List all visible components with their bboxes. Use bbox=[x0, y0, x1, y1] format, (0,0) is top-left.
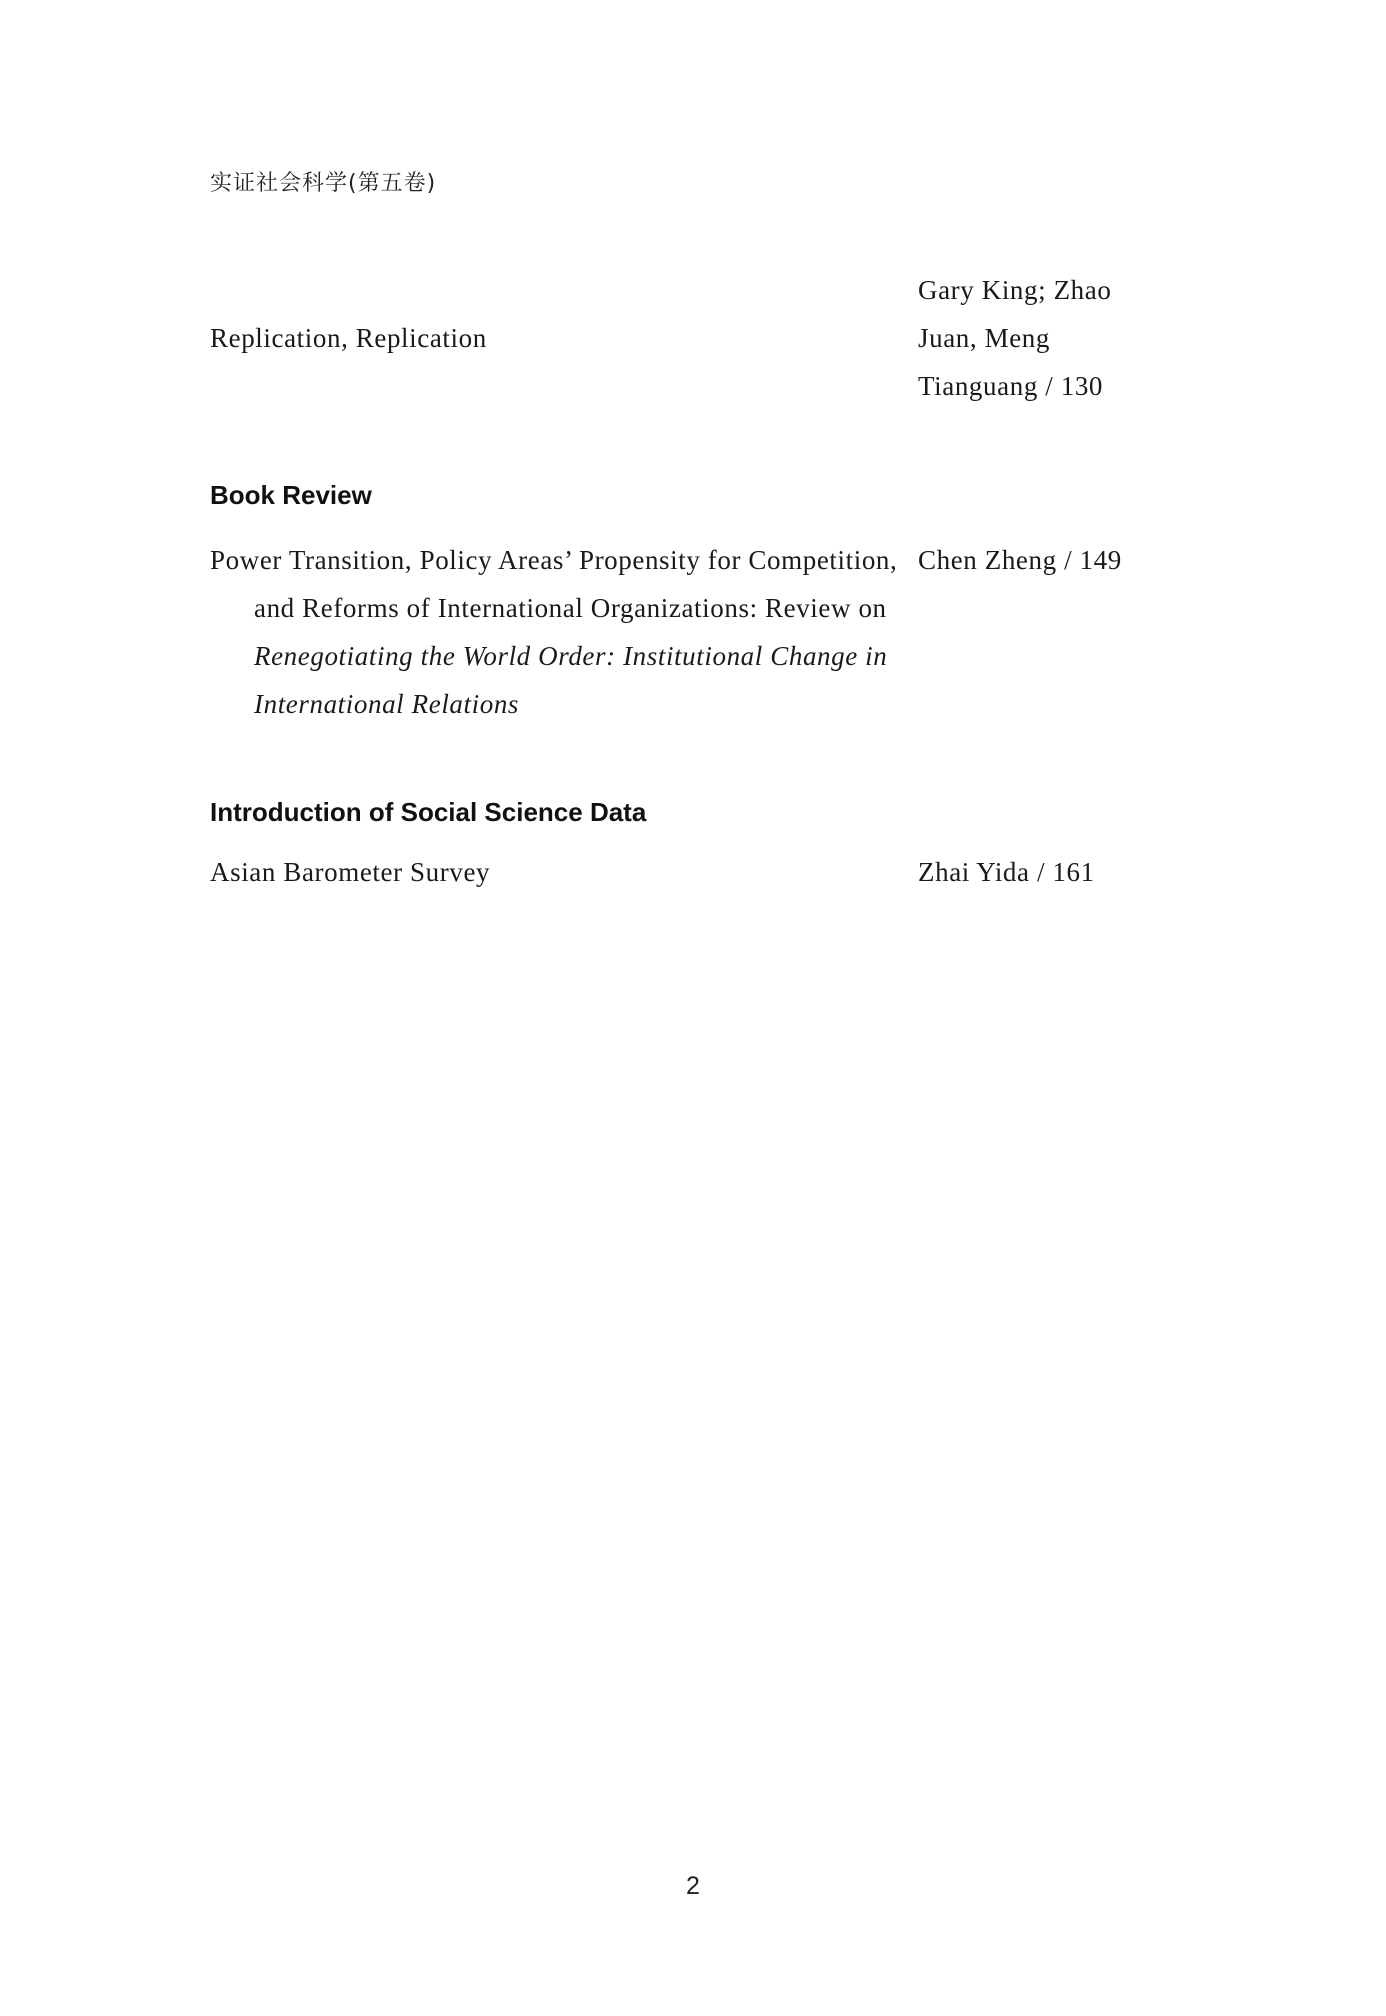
toc-entry-title: Replication, Replication bbox=[210, 323, 487, 353]
toc-entry-title-text: Power Transition, Policy Areas’ Propensity for Competition, and Reforms of International Organizations: Review on bbox=[210, 545, 898, 623]
toc-entry-title: Asian Barometer Survey bbox=[210, 857, 491, 887]
page-number: 2 bbox=[686, 1872, 700, 1900]
toc-entry-title bbox=[210, 536, 914, 728]
toc-entry-title-italic: Institutional Change in International Relations bbox=[254, 641, 888, 719]
running-head: 实证社会科学(第五卷) bbox=[210, 171, 437, 196]
toc-entry-title-separator: : bbox=[606, 641, 624, 671]
toc-entry-author: Chen Zheng / 149 bbox=[918, 545, 1122, 575]
section-heading-book-review: Book Review bbox=[210, 480, 372, 510]
toc-entry-title-italic: Renegotiating the World Order bbox=[254, 641, 607, 671]
toc-entry-author: Gary King; Zhao Juan, Meng Tianguang / 130 bbox=[918, 275, 1112, 401]
section-heading-social-science-data: Introduction of Social Science Data bbox=[210, 797, 647, 827]
toc-entry-author: Zhai Yida / 161 bbox=[918, 857, 1095, 887]
